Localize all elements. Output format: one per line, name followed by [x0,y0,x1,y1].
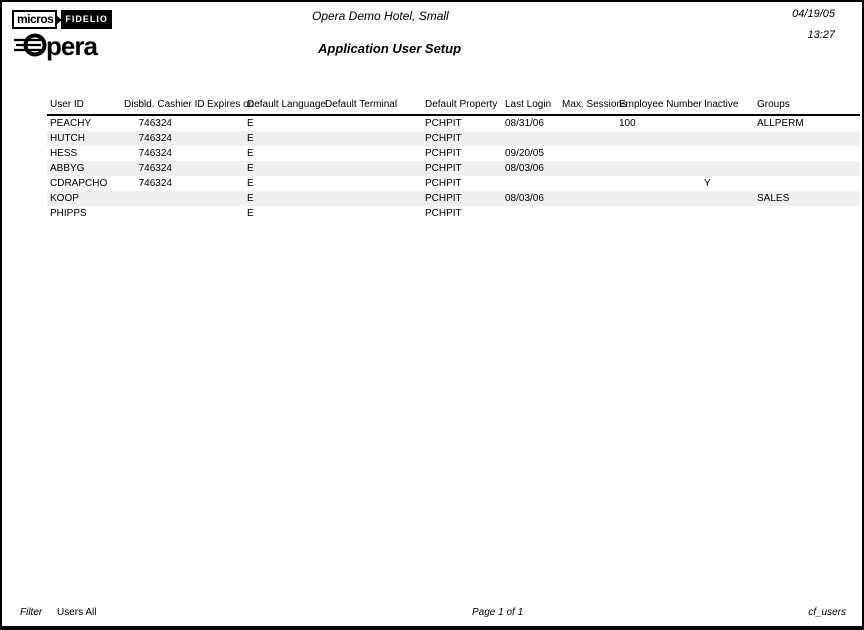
column-header-employee_number: Employee Number [619,99,702,110]
cell-last_login: 09/20/05 [505,148,544,159]
report-title: Application User Setup [318,41,462,56]
cell-groups: ALLPERM [757,118,804,129]
cell-user_id: HESS [50,148,78,159]
cell-last_login: 08/03/06 [505,193,544,204]
cell-cashier_id: 746324 [138,133,172,144]
cell-default_property: PCHPIT [425,118,462,129]
filter-label: Filter [20,607,43,618]
micros-logo-text: micros [12,10,57,29]
cell-default_property: PCHPIT [425,148,462,159]
micros-fidelio-logo [12,10,112,29]
column-header-default_language: Default Language [247,99,326,110]
opera-logo-icon [14,31,100,63]
cell-default_language: E [247,178,254,189]
cell-cashier_id: 746324 [138,178,172,189]
cell-default_property: PCHPIT [425,163,462,174]
cell-user_id: PEACHY [50,118,92,129]
cell-default_language: E [247,208,254,219]
column-header-default_terminal: Default Terminal [325,99,398,110]
page-indicator: Page 1 of 1 [472,607,524,618]
column-header-inactive: Inactive [704,99,739,110]
table-row [47,191,860,206]
cell-default_language: E [247,148,254,159]
column-header-user_id: User ID [50,99,84,110]
table-body [47,116,860,221]
table-row [47,146,860,161]
cell-cashier_id: 746324 [138,148,172,159]
cell-default_language: E [247,163,254,174]
cell-default_language: E [247,118,254,129]
cell-inactive: Y [704,178,711,189]
column-header-last_login: Last Login [505,99,552,110]
cell-groups: SALES [757,193,790,204]
table-header-row [47,99,860,112]
column-header-default_property: Default Property [425,99,498,110]
opera-logo [14,31,100,68]
cell-default_property: PCHPIT [425,133,462,144]
hotel-title: Opera Demo Hotel, Small [312,9,449,23]
table-row [47,176,860,191]
cell-default_property: PCHPIT [425,178,462,189]
cell-user_id: CDRAPCHO [50,178,108,189]
column-header-cashier_id: Disbld. Cashier ID [124,99,205,110]
cell-cashier_id: 746324 [138,163,172,174]
report-code: cf_users [808,607,846,618]
cell-default_property: PCHPIT [425,208,462,219]
table-row [47,116,860,131]
cell-last_login: 08/31/06 [505,118,544,129]
cell-user_id: HUTCH [50,133,85,144]
fidelio-logo-text: FIDELIO [61,10,112,29]
report-date: 04/19/05 [792,8,835,20]
cell-cashier_id: 746324 [138,118,172,129]
cell-default_property: PCHPIT [425,193,462,204]
column-header-max_sessions: Max. Sessions [562,99,628,110]
cell-last_login: 08/03/06 [505,163,544,174]
report-time: 13:27 [807,29,835,41]
table-row [47,161,860,176]
arrow-right-icon [56,15,62,25]
table-row [47,206,860,221]
column-header-expires_on: Expires on [207,99,255,110]
cell-user_id: ABBYG [50,163,85,174]
cell-employee_number: 100 [619,118,636,129]
svg-text:pera: pera [46,31,97,61]
cell-default_language: E [247,193,254,204]
cell-default_language: E [247,133,254,144]
filter-value: Users All [57,607,97,618]
cell-user_id: PHIPPS [50,208,87,219]
column-header-groups: Groups [757,99,790,110]
table-row [47,131,860,146]
cell-user_id: KOOP [50,193,79,204]
